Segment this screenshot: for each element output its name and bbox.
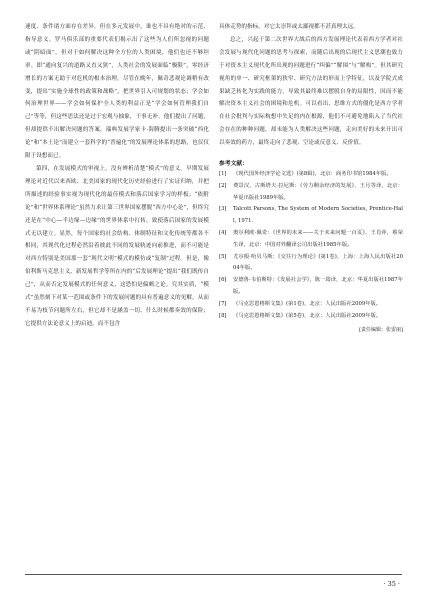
reference-item [219, 169, 403, 181]
body-paragraph: 具体走势的指标，对它太崇拜或太鄙视都不甚真理太远。 [219, 24, 359, 30]
reference-item [219, 311, 403, 323]
body-paragraph: 速度、条件诸方面存在差异，但在多元发展中，谁也不具有绝对的示范、指导意义。罗马俱乐部的重要代表们揭示出了这些为人们所忽视的问题或“阴暗面”，但对于如何解决这种全方位的人类困境，他们也还不够坦率。即“通向复兴的道路又直又狭”，人类社会的发展面临“极限”，零经济增长的方案无助于对危机的根本治理。尽管在晚年，佩奇悲观论调稍有改变，提出“实施全球性的政策和战略”，把世界引入可规划的状态；学会如何治理世界——学会如何保护全人类的利益正是“学会如何管理我们自己”等等，但这些思法还是过于宏观与抽象，于事无补。他们提出了问题，但却提供不出解决问题的答案。瑞典发展学家卡·海腾提出一条突破“西化论”和“本土论”而建立一套科学的“普遍化”的发展理论体系的思路，也仅仅限于设想而已。 [25, 24, 209, 160]
reference-list [219, 169, 403, 322]
reference-number: [3] [219, 206, 227, 213]
reference-text: 奥尔利欧·佩奇：《世界的未来——关于未来问题一百页》，王肖萍，蔡荣生译，北京：中国对外翻译公司出版社1985年版。 [233, 230, 403, 248]
reference-number: [7] [219, 300, 227, 307]
reference-number: [2] [219, 182, 227, 189]
reference-item [219, 275, 403, 299]
reference-item [219, 204, 403, 228]
reference-number: [8] [219, 312, 227, 319]
reference-item [219, 252, 403, 276]
reference-item [219, 228, 403, 252]
reference-item [219, 299, 403, 311]
editor-credit: [责任编辑：张雷丽] [359, 327, 403, 334]
page-number: · 35 · [383, 580, 400, 588]
reference-number: [6] [219, 277, 227, 284]
reference-item [219, 181, 403, 205]
reference-text: 尤尔根·哈贝马斯：《交往行为理论》(第1卷)，上海：上海人民出版社2004年版。 [233, 253, 403, 272]
conclusion-paragraph: 总之，兴起于第二次世界大战后的西方发展理论代表着西方学者对社会发展与现代化问题的思考与探索，而随后出现的后现代主义思潮也致力于对资本主义现代化所出现的问题进行“纠偏”“解围”与“解构”。但其研究视角的单一、研究框架的狭窄、研究方法的形而上学特征，以及学院式成果缺乏转化为实践的能力，导致其最终难以摆脱自身的局限性，因而不能解决资本主义社会的困境和危机。可以看出，思维方式的僵化是西方学者在社会批判与实际构想中失足的内在根源，他们不可避免地陷入了当代社会存在的种种问题，却未能为人类解决这些问题，走向美好的未来开出可以奏效的药方，最终走向了悲观、空论或反意义、反价值。 [219, 36, 403, 147]
reference-number: [4] [219, 230, 227, 237]
footer-rule [25, 574, 402, 575]
reference-text: 《马克思恩格斯文集》(第5卷)，北京：人民出版社2009年版。 [233, 312, 382, 319]
reference-number: [5] [219, 253, 227, 260]
reference-text: Talcott Parsons, The System of Modern Societies, Prentice-Hall, 1971. [233, 206, 403, 225]
right-column [219, 21, 403, 333]
body-paragraph: 第四，在发展模式的审视上，没有辨析清楚“模式”的意义。早期发展理论对近代以来西欧、北美国家的现代化历史经验进行了实证归纳，并把所描述的经验事实视为现代化的最佳模式和落后国家学习的样板；“依附论”和“世界体系理论”虽然力求让第三世界国家摆脱“西方中心论”，但终究还是在“中心—半边缘—边缘”的世界体系中打转，致使落后国家的发展模式无以建立。显然，每个国家的社会结构、体制特征和文化传统等都各不相同，其现代化过程必然沿着彼此不同的发展轨迹向前推进，而不可能是对西方特别是美国那一套“现代文明”模式的模仿或“复制”过程。但是，像伯利斯马克思主义、新发展哲学等所在内的“后发展理论”提出“我们既传自己”，从而否定发展模式的任何意义，这恐怕是偏颇之论。究其实质，“模式”虽然刻下对某一范围或条件下的发展问题的具有普遍意义的见解，从而不易为枝节问题所左右，但它却不是涵盖一切、什么时候都奏效的保险；它提供方法论意义上的启迪，而不包含 [25, 165, 209, 327]
references-heading: 参考文献： [219, 161, 248, 168]
reference-text: 《马克思恩格斯文集》(第1卷)，北京：人民出版社2009年版。 [233, 300, 382, 307]
reference-text: 《现代国外经济学论文选》(第8辑)，北京：商务印书馆1984年版。 [233, 171, 392, 178]
reference-text: 费景汉，古斯塔夫·拉尼斯：《劳力剩余经济的发展》，王月等译，北京：华夏出版社1989年版。 [233, 182, 403, 201]
reference-number: [1] [219, 171, 227, 178]
left-column [25, 21, 209, 331]
reference-text: 安德鲁·韦伯斯特：《发展社会学》，陈一筠译，北京：华夏出版社1987年版。 [233, 277, 403, 296]
